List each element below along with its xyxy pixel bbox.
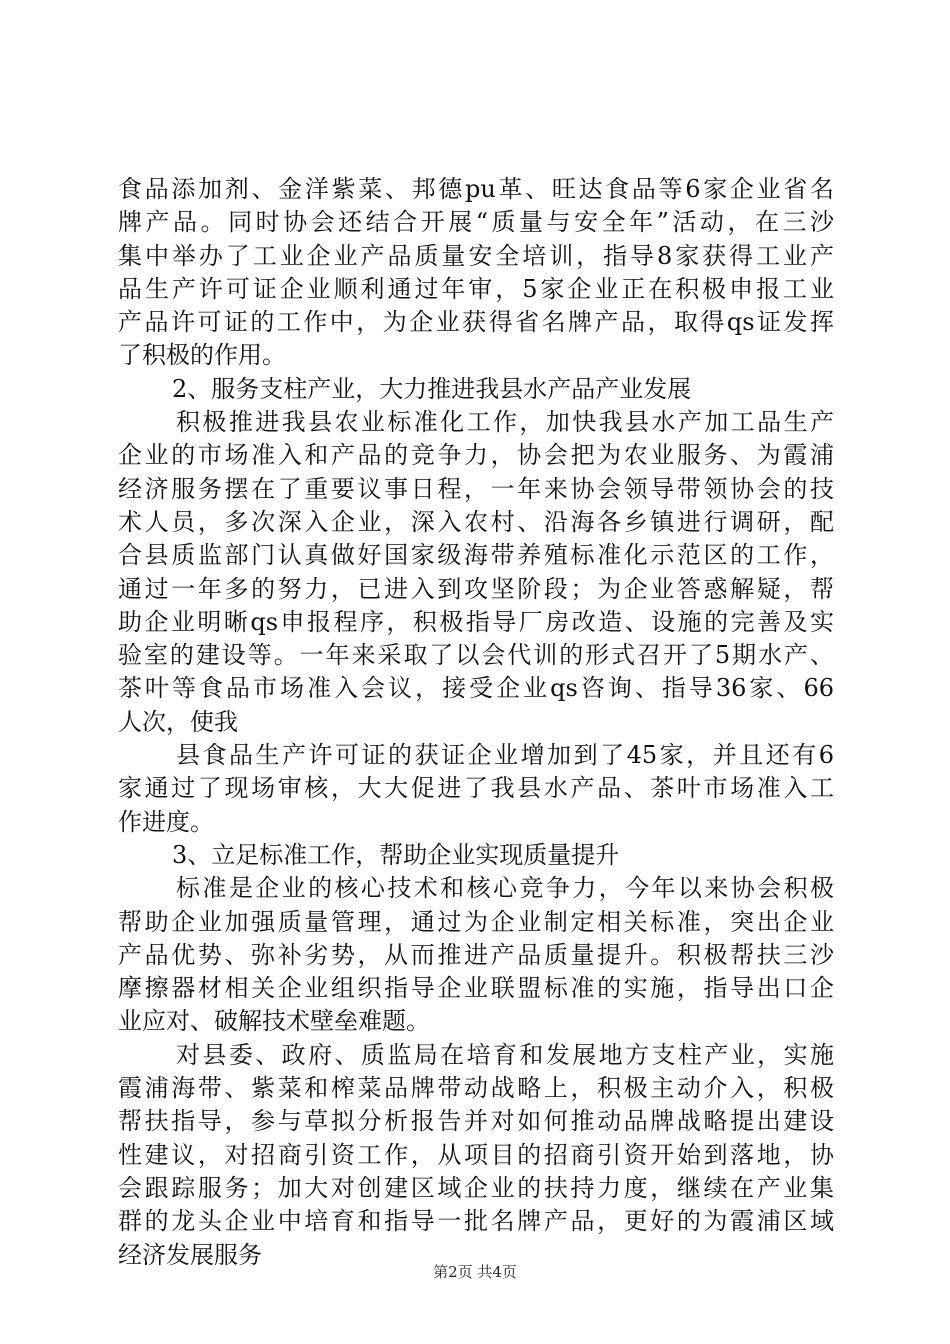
text-line: 县食品生产许可证的获证企业增加到了45家，并且还有6 (176, 741, 834, 770)
text-line: 了积极的作用。 (118, 341, 286, 370)
text-line: 牌产品。同时协会还结合开展“质量与安全年”活动，在三沙 (118, 208, 834, 237)
section-heading: 3、立足标准工作，帮助企业实现质量提升 (172, 840, 620, 869)
text-line: 性建议，对招商引资工作，从项目的招商引资开始到落地，协 (118, 1140, 834, 1169)
text-line: 业应对、破解技术壁垒难题。 (118, 1007, 430, 1036)
text-line: 会跟踪服务；加大对创建区域企业的扶持力度，继续在产业集 (118, 1173, 834, 1202)
text-line: 帮扶指导，参与草拟分析报告并对如何推动品牌战略提出建设 (118, 1107, 834, 1136)
section-heading: 2、服务支柱产业，大力推进我县水产品产业发展 (172, 374, 692, 403)
text-line: 验室的建设等。一年来采取了以会代训的形式召开了5期水产、 (118, 641, 834, 670)
text-line: 经济服务摆在了重要议事日程，一年来协会领导带领协会的技 (118, 474, 834, 503)
text-line: 经济发展服务 (118, 1240, 262, 1269)
text-line: 人次，使我 (118, 707, 238, 736)
text-line: 标准是企业的核心技术和核心竞争力，今年以来协会积极 (176, 874, 834, 903)
text-line: 对县委、政府、质监局在培育和发展地方支柱产业，实施 (176, 1040, 834, 1069)
text-line: 助企业明晰qs申报程序，积极指导厂房改造、设施的完善及实 (118, 607, 834, 636)
text-line: 术人员，多次深入企业，深入农村、沿海各乡镇进行调研，配 (118, 507, 834, 536)
text-line: 霞浦海带、紫菜和榨菜品牌带动战略上，积极主动介入，积极 (118, 1074, 834, 1103)
text-line: 群的龙头企业中培育和指导一批名牌产品，更好的为霞浦区域 (118, 1207, 834, 1236)
text-line: 集中举办了工业企业产品质量安全培训，指导8家获得工业产 (118, 241, 834, 270)
text-line: 合县质监部门认真做好国家级海带养殖标准化示范区的工作， (118, 541, 834, 570)
text-line: 茶叶等食品市场准入会议，接受企业qs咨询、指导36家、66 (118, 674, 834, 703)
text-line: 通过一年多的努力，已进入到攻坚阶段；为企业答惑解疑，帮 (118, 574, 834, 603)
text-line: 帮助企业加强质量管理，通过为企业制定相关标准，突出企业 (118, 907, 834, 936)
text-line: 摩擦器材相关企业组织指导企业联盟标准的实施，指导出口企 (118, 974, 834, 1003)
text-line: 作进度。 (118, 807, 214, 836)
text-line: 品生产许可证企业顺利通过年审，5家企业正在积极申报工业 (118, 274, 834, 303)
text-line: 企业的市场准入和产品的竞争力，协会把为农业服务、为霞浦 (118, 441, 834, 470)
text-line: 产品许可证的工作中，为企业获得省名牌产品，取得qs证发挥 (118, 308, 834, 337)
text-line: 产品优势、弥补劣势，从而推进产品质量提升。积极帮扶三沙 (118, 940, 834, 969)
text-line: 食品添加剂、金洋紫菜、邦德pu革、旺达食品等6家企业省名 (118, 175, 834, 203)
text-line: 家通过了现场审核，大大促进了我县水产品、茶叶市场准入工 (118, 774, 834, 803)
page-number-footer: 第2页 共4页 (433, 1263, 517, 1281)
text-line: 积极推进我县农业标准化工作，加快我县水产加工品生产 (176, 408, 834, 437)
document-body (118, 173, 834, 1272)
